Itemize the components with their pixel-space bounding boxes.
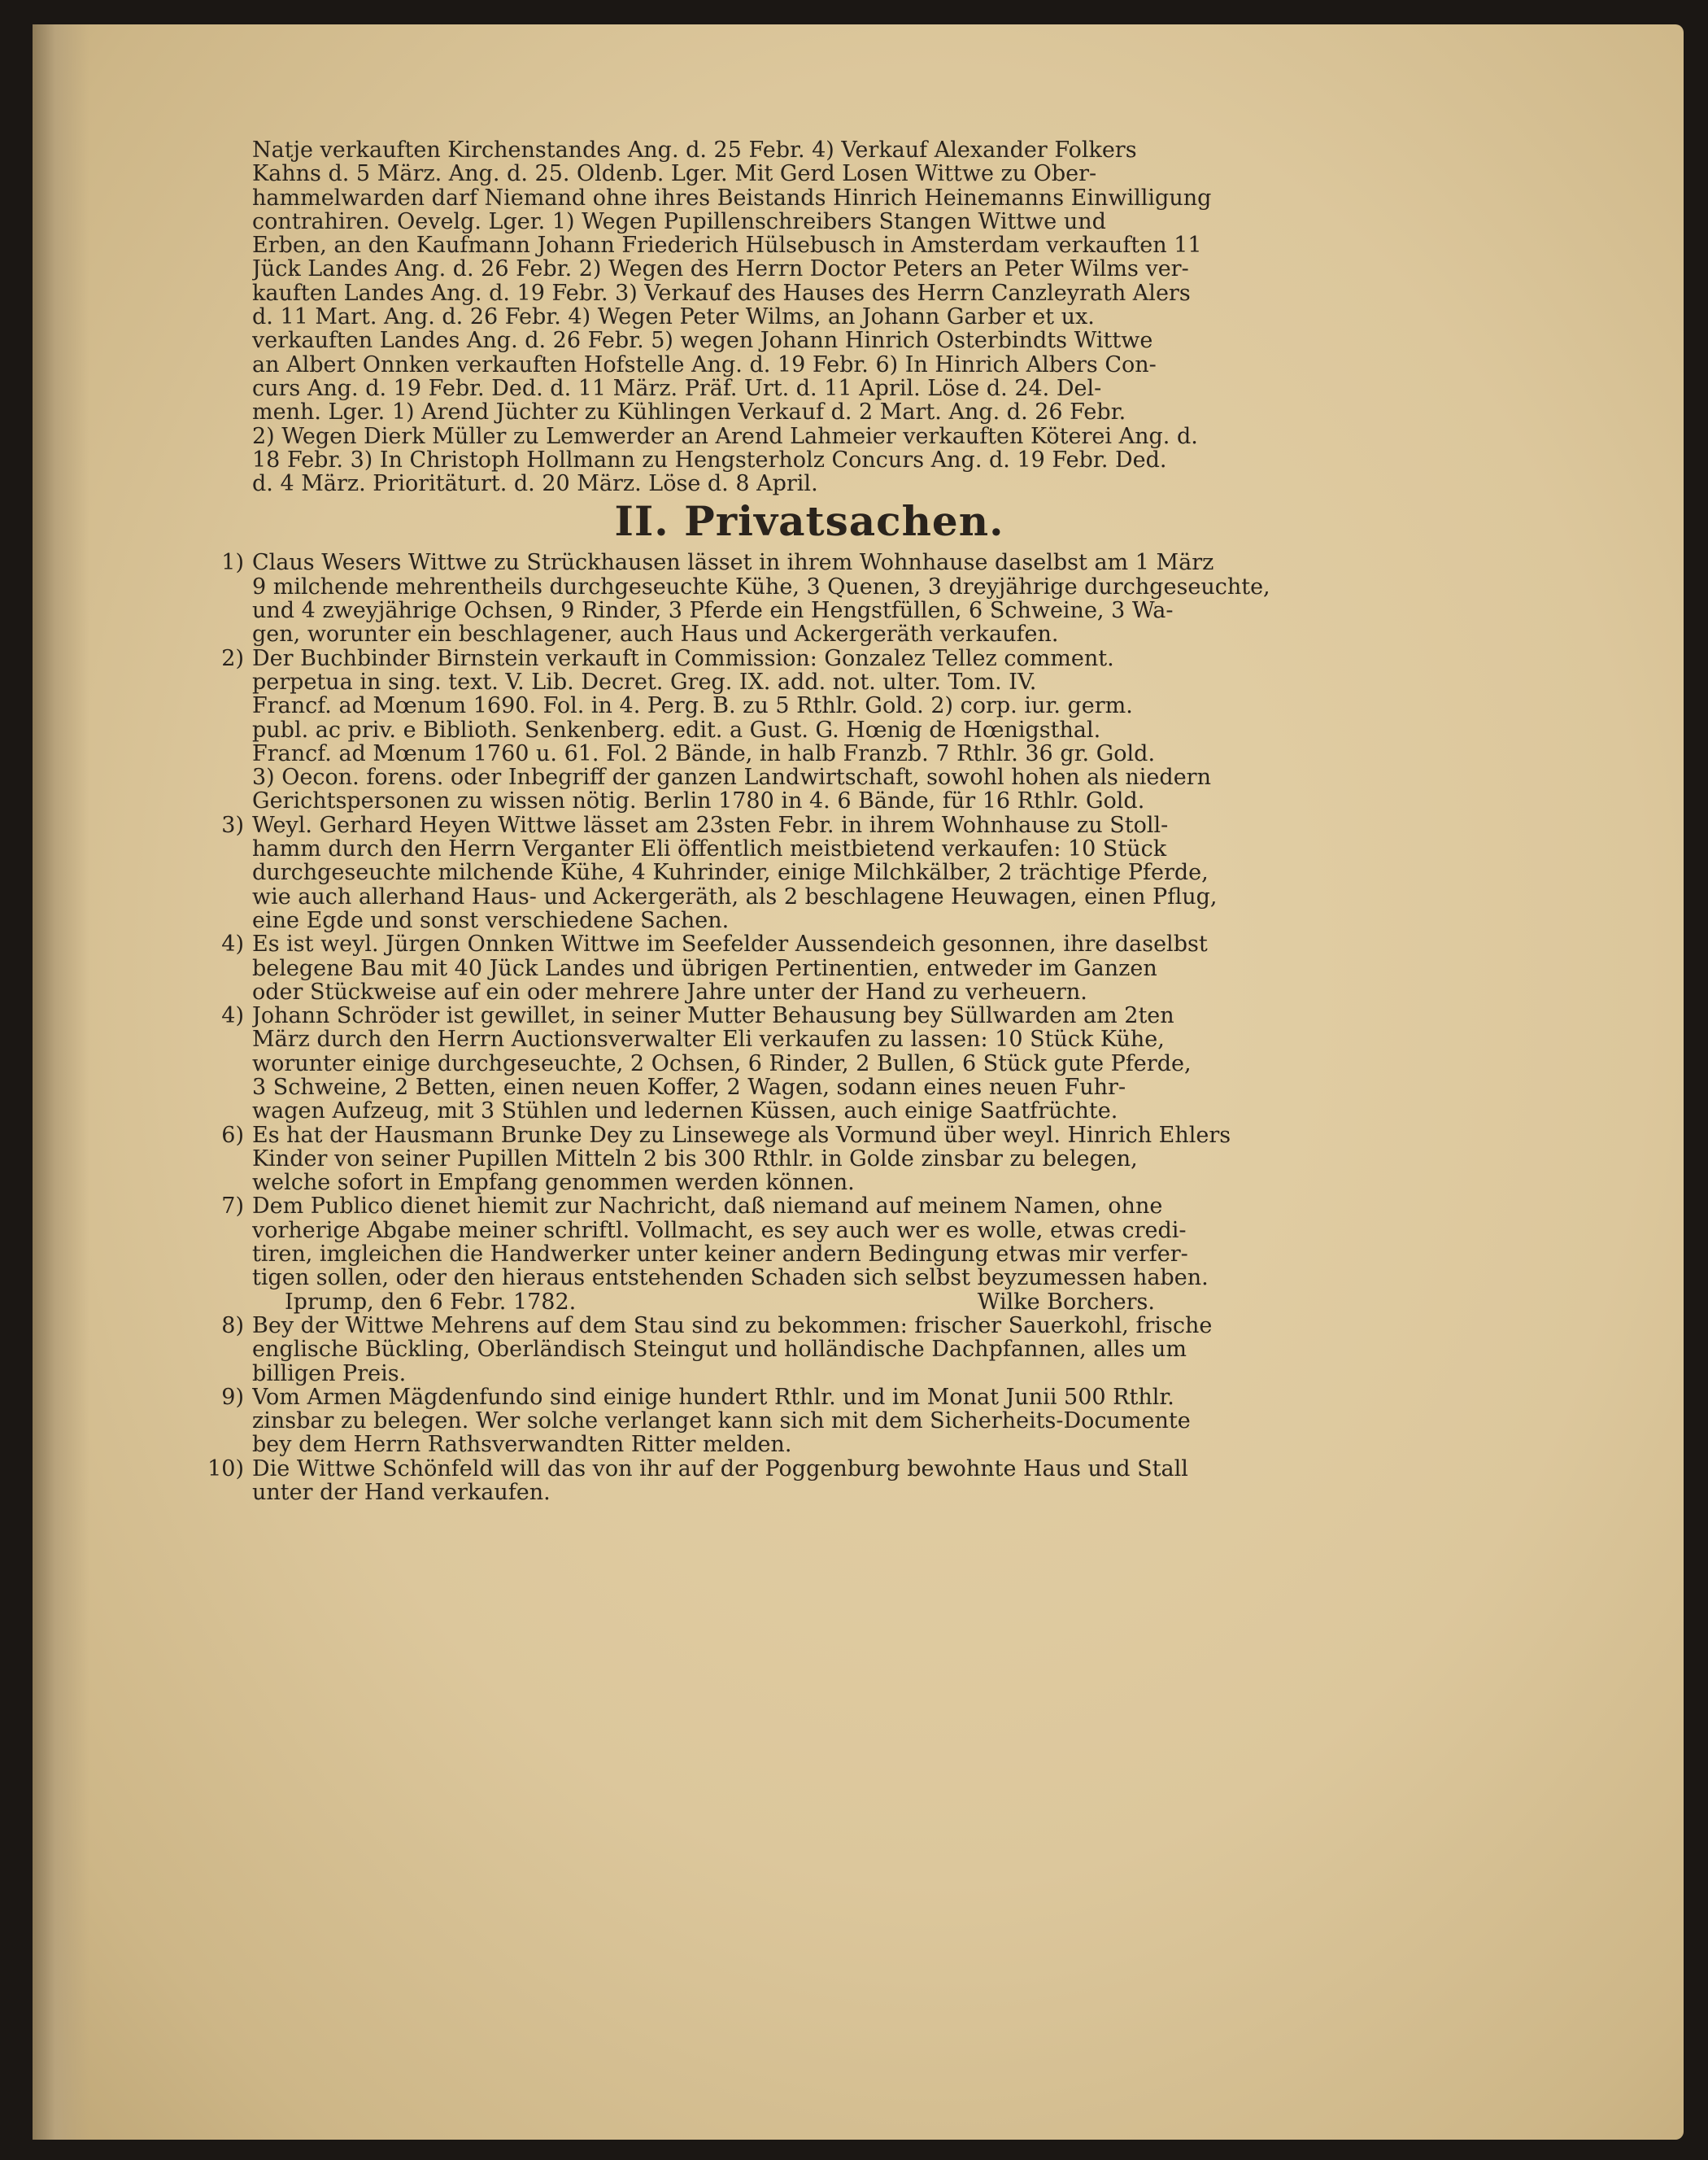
item-line: Die Wittwe Schönfeld will das von ihr auf der Poggenburg bewohnte Haus und Stall bbox=[252, 1456, 1188, 1481]
item-line: März durch den Herrn Auctionsverwalter Eli verkaufen zu lassen: 10 Stück Kühe, bbox=[252, 1028, 1165, 1052]
item-line: Gerichtspersonen zu wissen nötig. Berlin 1780 in 4. 6 Bände, für 16 Rthlr. Gold. bbox=[252, 789, 1145, 814]
item-line: tigen sollen, oder den hieraus entstehenden Schaden sich selbst beyzumessen haben. bbox=[252, 1266, 1209, 1290]
item-line: billigen Preis. bbox=[252, 1361, 407, 1385]
list-item bbox=[221, 812, 1366, 933]
item-line: oder Stückweise auf ein oder mehrere Jahre unter der Hand zu verheuern. bbox=[252, 980, 1087, 1005]
item-line: unter der Hand verkaufen. bbox=[252, 1481, 551, 1505]
item-number: 8) bbox=[221, 1312, 244, 1338]
signature-line bbox=[252, 1290, 1366, 1314]
text-block bbox=[207, 138, 1366, 1505]
item-line: Dem Publico dienet hiemit zur Nachricht, daß niemand auf meinem Namen, ohne bbox=[252, 1194, 1163, 1219]
item-number: 9) bbox=[221, 1384, 244, 1410]
item-number: 4) bbox=[221, 932, 244, 958]
item-line: 9 milchende mehrentheils durchgeseuchte Kühe, 3 Quenen, 3 dreyjährige durchgeseuchte, bbox=[252, 574, 1270, 600]
item-line: 3) Oecon. forens. oder Inbegriff der ganzen Landwirtschaft, sowohl hohen als niedern bbox=[252, 766, 1211, 790]
item-line: vorherige Abgabe meiner schriftl. Vollmacht, es sey auch wer es wolle, etwas credi- bbox=[252, 1218, 1187, 1243]
item-line: wie auch allerhand Haus- und Ackergeräth, als 2 beschlagene Heuwagen, einen Pflug, bbox=[252, 884, 1218, 909]
item-number: 4) bbox=[221, 1003, 244, 1029]
item-number: 10) bbox=[207, 1455, 244, 1481]
intro-line: menh. Lger. 1) Arend Jüchter zu Kühlingen Verkauf d. 2 Mart. Ang. d. 26 Febr. bbox=[252, 400, 1126, 425]
intro-line: Kahns d. 5 März. Ang. d. 25. Oldenb. Lger. Mit Gerd Losen Wittwe zu Ober- bbox=[252, 162, 1097, 186]
signature-name: Wilke Borchers. bbox=[977, 1289, 1155, 1315]
intro-line: d. 4 März. Prioritäturt. d. 20 März. Löse d. 8 April. bbox=[252, 472, 818, 496]
items-list bbox=[207, 550, 1366, 1505]
item-number: 3) bbox=[221, 812, 244, 838]
list-item bbox=[207, 1455, 1366, 1505]
item-number: 1) bbox=[221, 550, 244, 576]
item-line: Vom Armen Mägdenfundo sind einige hundert Rthlr. und im Monat Junii 500 Rthlr. bbox=[252, 1385, 1174, 1410]
item-line: Bey der Wittwe Mehrens auf dem Stau sind zu bekommen: frischer Sauerkohl, frische bbox=[252, 1313, 1213, 1338]
item-line: publ. ac priv. e Biblioth. Senkenberg. edit. a Gust. G. Hœnig de Hœnigsthal. bbox=[252, 718, 1101, 742]
intro-line: 18 Febr. 3) In Christoph Hollmann zu Hengsterholz Concurs Ang. d. 19 Febr. Ded. bbox=[252, 447, 1167, 473]
intro-line: kauften Landes Ang. d. 19 Febr. 3) Verkauf des Hauses des Herrn Canzleyrath Alers bbox=[252, 281, 1191, 306]
item-line: Der Buchbinder Birnstein verkauft in Commission: Gonzalez Tellez comment. bbox=[252, 646, 1114, 670]
item-line: wagen Aufzeug, mit 3 Stühlen und ledernen Küssen, auch einige Saatfrüchte. bbox=[252, 1099, 1118, 1124]
item-line: hamm durch den Herrn Verganter Eli öffentlich meistbietend verkaufen: 10 Stück bbox=[252, 837, 1167, 862]
list-item bbox=[221, 1193, 1366, 1315]
intro-line: Jück Landes Ang. d. 26 Febr. 2) Wegen des Herrn Doctor Peters an Peter Wilms ver- bbox=[252, 257, 1189, 281]
item-line: welche sofort in Empfang genommen werden können. bbox=[252, 1171, 855, 1195]
item-line: und 4 zweyjährige Ochsen, 9 Rinder, 3 Pferde ein Hengstfüllen, 6 Schweine, 3 Wa- bbox=[252, 599, 1174, 623]
list-item bbox=[221, 550, 1366, 647]
intro-line: Erben, an den Kaufmann Johann Friederich Hülsebusch in Amsterdam verkauften 11 bbox=[252, 233, 1202, 258]
list-item bbox=[221, 932, 1366, 1005]
intro-line: hammelwarden darf Niemand ohne ihres Beistands Hinrich Heinemanns Einwilligung bbox=[252, 185, 1212, 210]
signature-place-date: Iprump, den 6 Febr. 1782. bbox=[285, 1289, 577, 1315]
item-line: belegene Bau mit 40 Jück Landes und übrigen Pertinentien, entweder im Ganzen bbox=[252, 956, 1157, 980]
item-line: tiren, imgleichen die Handwerker unter keiner andern Bedingung etwas mir verfer- bbox=[252, 1242, 1188, 1267]
item-line: eine Egde und sonst verschiedene Sachen. bbox=[252, 908, 730, 933]
item-number: 6) bbox=[221, 1122, 244, 1148]
item-number: 2) bbox=[221, 645, 244, 671]
intro-line: d. 11 Mart. Ang. d. 26 Febr. 4) Wegen Peter Wilms, an Johann Garber et ux. bbox=[252, 305, 1095, 329]
item-line: worunter einige durchgeseuchte, 2 Ochsen, 6 Rinder, 2 Bullen, 6 Stück gute Pferde, bbox=[252, 1051, 1192, 1076]
item-line: perpetua in sing. text. V. Lib. Decret. Greg. IX. add. not. ulter. Tom. IV. bbox=[252, 670, 1037, 695]
item-line: Francf. ad Mœnum 1760 u. 61. Fol. 2 Bände, in halb Franzb. 7 Rthlr. 36 gr. Gold. bbox=[252, 741, 1156, 766]
intro-paragraph bbox=[252, 138, 1366, 495]
item-line: 3 Schweine, 2 Betten, einen neuen Koffer, 2 Wagen, sodann eines neuen Fuhr- bbox=[252, 1075, 1126, 1100]
item-line: Claus Wesers Wittwe zu Strückhausen lässet in ihrem Wohnhause daselbst am 1 März bbox=[252, 551, 1214, 575]
intro-line: 2) Wegen Dierk Müller zu Lemwerder an Arend Lahmeier verkauften Köterei Ang. d. bbox=[252, 424, 1198, 448]
item-line: Weyl. Gerhard Heyen Wittwe lässet am 23sten Febr. in ihrem Wohnhause zu Stoll- bbox=[252, 813, 1169, 838]
intro-line: verkauften Landes Ang. d. 26 Febr. 5) wegen Johann Hinrich Osterbindts Wittwe bbox=[252, 329, 1153, 353]
intro-line: curs Ang. d. 19 Febr. Ded. d. 11 März. Präf. Urt. d. 11 April. Löse d. 24. Del- bbox=[252, 376, 1102, 401]
item-line: Johann Schröder ist gewillet, in seiner Mutter Behausung bey Süllwarden am 2ten bbox=[252, 1004, 1174, 1028]
list-item bbox=[221, 1122, 1366, 1195]
intro-line: an Albert Onnken verkauften Hofstelle Ang. d. 19 Febr. 6) In Hinrich Albers Con- bbox=[252, 352, 1157, 377]
intro-line: Natje verkauften Kirchenstandes Ang. d. 25 Febr. 4) Verkauf Alexander Folkers bbox=[252, 138, 1137, 163]
list-item bbox=[221, 1312, 1366, 1385]
list-item bbox=[221, 1003, 1366, 1124]
item-line: bey dem Herrn Rathsverwandten Ritter melden. bbox=[252, 1433, 792, 1457]
item-line: zinsbar zu belegen. Wer solche verlanget kann sich mit dem Sicherheits-Documente bbox=[252, 1409, 1191, 1433]
item-line: Es ist weyl. Jürgen Onnken Wittwe im Seefelder Aussendeich gesonnen, ihre daselbst bbox=[252, 932, 1208, 957]
book-gutter-shadow bbox=[33, 24, 89, 2140]
item-line: Francf. ad Mœnum 1690. Fol. in 4. Perg. B. zu 5 Rthlr. Gold. 2) corp. iur. germ. bbox=[252, 694, 1133, 718]
intro-line: contrahiren. Oevelg. Lger. 1) Wegen Pupillenschreibers Stangen Wittwe und bbox=[252, 209, 1106, 234]
list-item bbox=[221, 645, 1366, 814]
list-item bbox=[221, 1384, 1366, 1457]
item-line: durchgeseuchte milchende Kühe, 4 Kuhrinder, einige Milchkälber, 2 trächtige Pferde, bbox=[252, 861, 1209, 885]
section-heading: II. Privatsachen. bbox=[614, 497, 1004, 546]
item-line: gen, worunter ein beschlagener, auch Haus und Ackergeräth verkaufen. bbox=[252, 622, 1059, 647]
item-line: Kinder von seiner Pupillen Mitteln 2 bis 300 Rthlr. in Golde zinsbar zu belegen, bbox=[252, 1146, 1138, 1172]
item-line: Es hat der Hausmann Brunke Dey zu Linsewege als Vormund über weyl. Hinrich Ehlers bbox=[252, 1123, 1231, 1147]
item-number: 7) bbox=[221, 1193, 244, 1220]
item-line: englische Bückling, Oberländisch Steingut und holländische Dachpfannen, alles um bbox=[252, 1337, 1187, 1362]
